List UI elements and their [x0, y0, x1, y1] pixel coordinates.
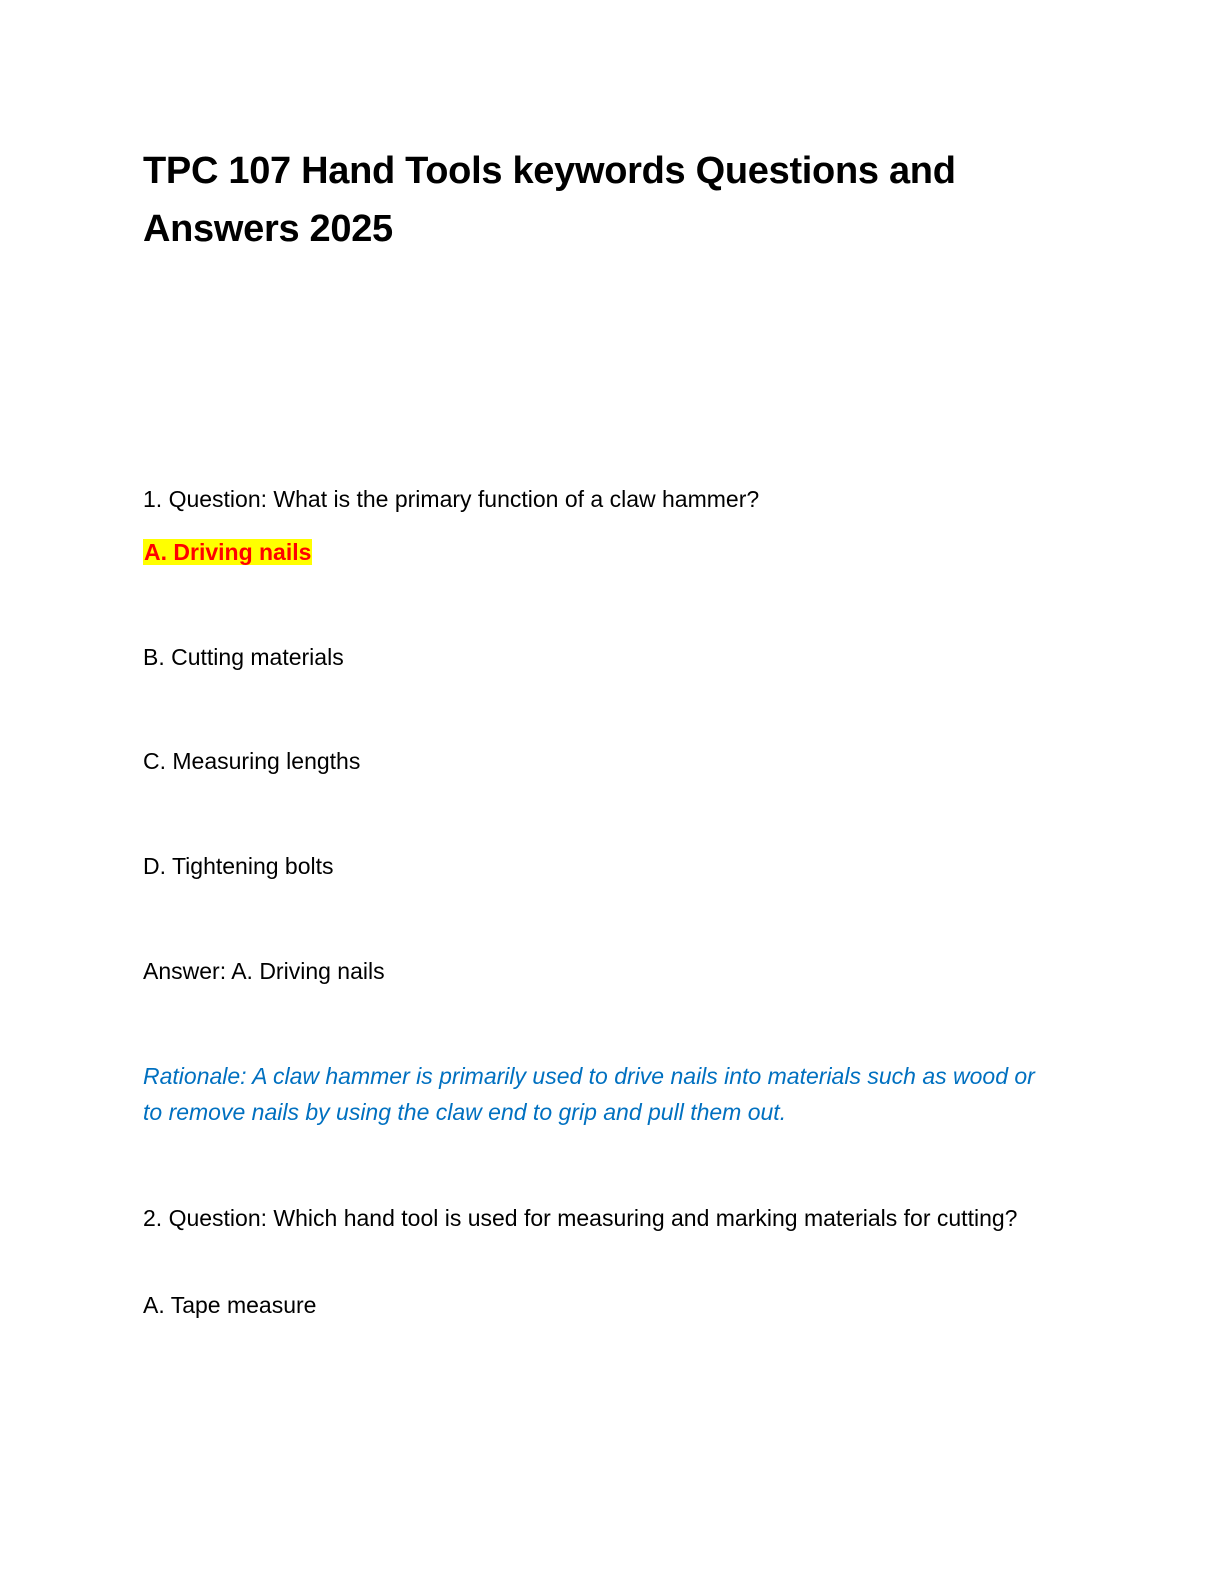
question-2-text: 2. Question: Which hand tool is used for measuring and marking materials for cutting? — [143, 1205, 1018, 1231]
correct-answer-highlight: A. Driving nails — [144, 539, 312, 565]
question-1-option-b: B. Cutting materials — [143, 644, 344, 670]
question-1-option-a — [143, 537, 312, 567]
question-1-text: 1. Question: What is the primary function of a claw hammer? — [143, 486, 760, 512]
question-1-option-c: C. Measuring lengths — [143, 748, 361, 774]
question-2-option-a: A. Tape measure — [143, 1292, 317, 1318]
question-1-rationale: Rationale: A claw hammer is primarily used to drive nails into materials such as wood or to remove nails by using the claw end to grip and pull them out. — [143, 1063, 1035, 1125]
document-title: TPC 107 Hand Tools keywords Questions and Answers 2025 — [143, 150, 956, 250]
question-1-answer: Answer: A. Driving nails — [143, 958, 385, 984]
question-1-option-d: D. Tightening bolts — [143, 853, 334, 879]
